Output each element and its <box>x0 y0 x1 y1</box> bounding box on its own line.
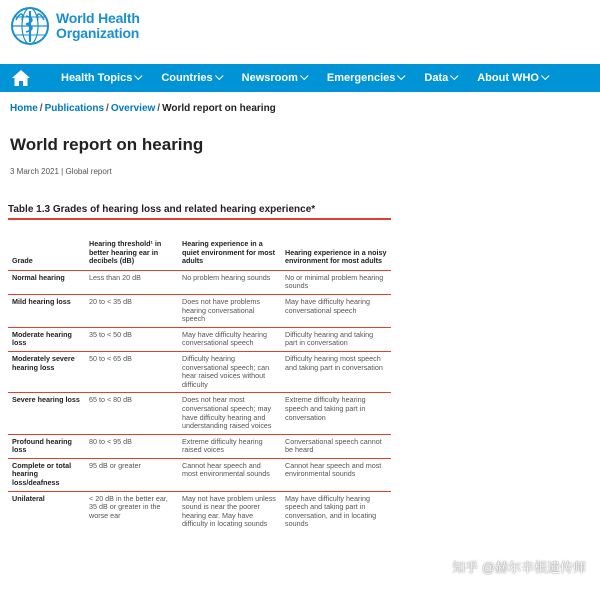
breadcrumb-current: World report on hearing <box>162 103 276 114</box>
chevron-down-icon <box>300 72 308 80</box>
breadcrumb-separator: / <box>106 103 109 114</box>
cell-grade: Normal hearing <box>8 270 85 294</box>
cell-noisy: Cannot hear speech and most environmental sounds <box>281 458 391 491</box>
cell-noisy: Extreme difficulty hearing speech and taking part in conversation <box>281 393 391 434</box>
cell-grade: Complete or total hearing loss/deafness <box>8 458 85 491</box>
nav-label: Data <box>424 72 449 84</box>
table-row <box>8 294 391 327</box>
cell-quiet: Cannot hear speech and most environmental sounds <box>178 458 281 491</box>
nav-newsroom[interactable] <box>242 72 308 84</box>
table-row <box>8 458 391 491</box>
breadcrumb-overview[interactable]: Overview <box>110 103 156 114</box>
home-button[interactable] <box>0 64 42 92</box>
nav-data[interactable] <box>424 72 458 84</box>
cell-noisy: May have difficulty hearing conversational speech <box>281 294 391 327</box>
nav-about-who[interactable] <box>477 72 549 84</box>
header-grade: Grade <box>8 236 85 270</box>
cell-grade: Unilateral <box>12 493 45 503</box>
page-title: World report on hearing <box>10 135 204 154</box>
breadcrumb-publications[interactable]: Publications <box>44 103 105 114</box>
chevron-down-icon <box>541 72 549 80</box>
cell-quiet: May have difficulty hearing conversational speech <box>178 327 281 351</box>
cell-grade: Mild hearing loss <box>8 294 85 327</box>
nav-label: About WHO <box>477 72 539 84</box>
cell-quiet: No problem hearing sounds <box>178 270 281 294</box>
table-row <box>8 393 391 434</box>
hearing-grades-table <box>8 236 391 532</box>
publication-meta: 3 March 2021 | Global report <box>10 167 112 176</box>
nav-label: Newsroom <box>241 72 298 84</box>
cell-threshold: 65 to < 80 dB <box>85 393 178 434</box>
nav-label: Countries <box>161 72 213 84</box>
cell-quiet: Does not have problems hearing conversational speech <box>178 294 281 327</box>
cell-threshold: 35 to < 50 dB <box>85 327 178 351</box>
who-emblem-icon <box>10 6 50 46</box>
cell-quiet: Extreme difficulty hearing raised voices <box>178 434 281 458</box>
brand-line-1: World Health <box>56 10 140 26</box>
chevron-down-icon <box>134 72 142 80</box>
cell-grade: Severe hearing loss <box>8 393 85 434</box>
breadcrumb <box>10 103 276 114</box>
cell-threshold: Less than 20 dB <box>85 270 178 294</box>
header-threshold: Hearing threshold¹ in better hearing ear in decibels (dB) <box>85 236 178 270</box>
breadcrumb-separator: / <box>39 103 43 114</box>
nav-emergencies[interactable] <box>327 72 405 84</box>
cell-quiet: Does not hear most conversational speech; may have difficulty hearing and understanding raised voices <box>178 393 281 434</box>
who-logo[interactable] <box>10 6 140 46</box>
nav-label: Health Topics <box>61 72 133 84</box>
cell-threshold: 95 dB or greater <box>85 458 178 491</box>
cell-noisy: Difficulty hearing and taking part in conversation <box>281 327 391 351</box>
chevron-down-icon <box>215 72 223 80</box>
brand-name <box>56 11 140 41</box>
table-row <box>8 434 391 458</box>
cell-quiet: Difficulty hearing conversational speech; can hear raised voices without difficulty <box>178 351 281 392</box>
publication-date: 3 March 2021 <box>10 167 59 176</box>
cell-grade: Profound hearing loss <box>8 434 85 458</box>
cell-threshold: < 20 dB in the better ear, 35 dB or greater in the worse ear <box>89 493 168 520</box>
nav-health-topics[interactable] <box>61 72 142 84</box>
cell-grade: Moderate hearing loss <box>8 327 85 351</box>
table-row <box>8 351 391 392</box>
chevron-down-icon <box>450 72 458 80</box>
table-header-row <box>8 236 391 270</box>
breadcrumb-home[interactable]: Home <box>10 103 38 114</box>
cell-noisy: May have difficulty hearing speech and taking part in conversation, and in locating sounds <box>285 493 377 529</box>
cell-threshold: 20 to < 35 dB <box>85 294 178 327</box>
watermark: 知乎 @赫尔辛根遗传师 <box>452 560 586 575</box>
header-quiet: Hearing experience in a quiet environment for most adults <box>178 236 281 270</box>
table-row <box>8 327 391 351</box>
breadcrumb-separator: / <box>157 103 161 114</box>
cell-grade: Moderately severe hearing loss <box>8 351 85 392</box>
table-caption: Table 1.3 Grades of hearing loss and related hearing experience* <box>8 204 316 215</box>
cell-quiet: May not have problem unless sound is near the poorer hearing ear. May have difficulty in locating sounds <box>182 493 276 529</box>
home-icon <box>11 69 31 87</box>
cell-threshold: 80 to < 95 dB <box>85 434 178 458</box>
nav-countries[interactable] <box>161 72 222 84</box>
table-row <box>8 491 391 532</box>
brand-line-2: Organization <box>56 25 140 41</box>
cell-noisy: Difficulty hearing most speech and taking part in conversation <box>281 351 391 392</box>
main-nav <box>0 64 600 92</box>
header-noisy: Hearing experience in a noisy environment for most adults <box>281 236 391 270</box>
chevron-down-icon <box>397 72 405 80</box>
cell-noisy: Conversational speech cannot be heard <box>281 434 391 458</box>
cell-noisy: No or minimal problem hearing sounds <box>281 270 391 294</box>
nav-label: Emergencies <box>326 72 396 84</box>
cell-threshold: 50 to < 65 dB <box>85 351 178 392</box>
publication-category: Global report <box>65 167 112 176</box>
table-row <box>8 270 391 294</box>
caption-divider <box>8 218 391 220</box>
